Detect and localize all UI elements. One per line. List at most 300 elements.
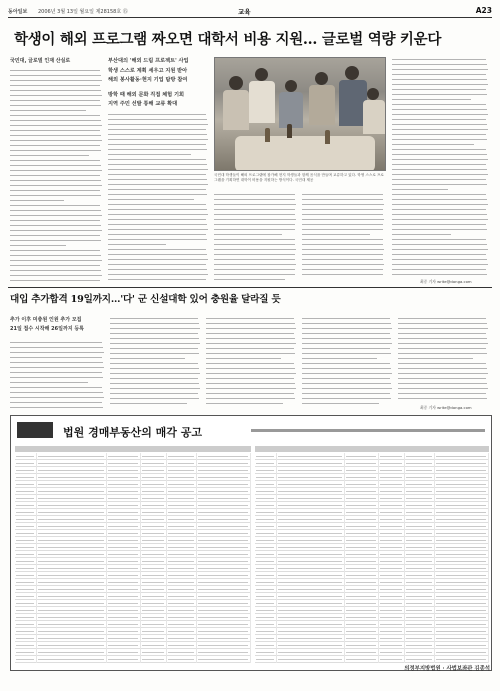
table-cell (435, 509, 489, 516)
table-row (15, 474, 251, 481)
table-cell (107, 628, 141, 635)
table-cell (379, 474, 405, 481)
table-cell (197, 530, 251, 537)
body-text-block (392, 57, 490, 277)
table-cell (379, 579, 405, 586)
table-cell (15, 516, 37, 523)
table-row (255, 537, 489, 544)
table-cell (37, 467, 107, 474)
table-cell (197, 516, 251, 523)
table-cell (37, 474, 107, 481)
table-cell (435, 544, 489, 551)
deck-line: 지역 주민 선발 통해 교류 확대 (108, 101, 178, 107)
table-cell (277, 488, 345, 495)
table-cell (277, 579, 345, 586)
table-cell (435, 600, 489, 607)
table-cell (345, 467, 379, 474)
secondary-headline: 대입 추가합격 19일까지…'다' 군 신설대학 있어 충원율 달라질 듯 (10, 294, 281, 305)
article1-deck (108, 57, 208, 110)
table-cell (255, 502, 277, 509)
table-cell (277, 642, 345, 649)
table-cell (37, 600, 107, 607)
table-cell (379, 495, 405, 502)
table-cell (255, 565, 277, 572)
table-cell (197, 467, 251, 474)
table-cell (345, 635, 379, 642)
table-cell (197, 537, 251, 544)
table-cell (107, 642, 141, 649)
table-cell (15, 530, 37, 537)
table-row (15, 635, 251, 642)
table-row (15, 649, 251, 656)
table-cell (405, 558, 435, 565)
table-cell (141, 649, 167, 656)
table-cell (379, 572, 405, 579)
table-row (255, 488, 489, 495)
table-cell (345, 649, 379, 656)
table-cell (255, 544, 277, 551)
table-cell (141, 558, 167, 565)
table-cell (15, 460, 37, 467)
table-cell (255, 649, 277, 656)
section-divider (8, 287, 492, 288)
table-cell (167, 593, 197, 600)
table-cell (197, 509, 251, 516)
table-cell (379, 614, 405, 621)
table-cell (435, 621, 489, 628)
table-cell (37, 509, 107, 516)
table-cell (141, 488, 167, 495)
table-cell (141, 621, 167, 628)
table-cell (107, 460, 141, 467)
table-cell (255, 530, 277, 537)
table-cell (405, 481, 435, 488)
table-cell (167, 453, 197, 460)
table-cell (107, 502, 141, 509)
text-line (110, 401, 202, 406)
text-line (108, 277, 210, 282)
table-cell (167, 516, 197, 523)
table-cell (197, 649, 251, 656)
table-cell (107, 600, 141, 607)
table-cell (15, 572, 37, 579)
table-cell (141, 474, 167, 481)
table-cell (345, 572, 379, 579)
article2-signoff: 최중 기자 write@donga.com (420, 405, 472, 410)
table-cell (107, 481, 141, 488)
table-cell (435, 579, 489, 586)
table-cell (197, 481, 251, 488)
table-cell (15, 635, 37, 642)
table-cell (15, 453, 37, 460)
table-cell (37, 572, 107, 579)
table-cell (435, 558, 489, 565)
table-cell (345, 544, 379, 551)
table-cell (379, 460, 405, 467)
table-cell (197, 495, 251, 502)
table-cell (15, 467, 37, 474)
table-cell (255, 586, 277, 593)
text-line (392, 272, 490, 277)
table-cell (435, 537, 489, 544)
table-cell (255, 551, 277, 558)
table-cell (379, 551, 405, 558)
table-cell (15, 551, 37, 558)
table-cell (167, 488, 197, 495)
table-cell (15, 481, 37, 488)
table-cell (345, 642, 379, 649)
table-cell (141, 579, 167, 586)
table-cell (345, 460, 379, 467)
table-cell (255, 656, 277, 663)
subhead-line: 추가 이후 미충원 인원 추가 모집 (10, 317, 82, 323)
table-cell (141, 460, 167, 467)
table-cell (255, 614, 277, 621)
text-line (398, 396, 490, 401)
table-cell (37, 642, 107, 649)
table-row (255, 474, 489, 481)
table-cell (435, 516, 489, 523)
table-cell (277, 474, 345, 481)
table-cell (197, 642, 251, 649)
body-text-block (398, 316, 490, 401)
table-cell (15, 656, 37, 663)
table-cell (107, 530, 141, 537)
table-row (255, 649, 489, 656)
table-cell (277, 544, 345, 551)
table-cell (15, 607, 37, 614)
table-cell (197, 656, 251, 663)
table-cell (277, 656, 345, 663)
table-row (15, 537, 251, 544)
table-cell (379, 628, 405, 635)
table-cell (37, 488, 107, 495)
table-cell (197, 460, 251, 467)
table-cell (435, 502, 489, 509)
table-cell (141, 481, 167, 488)
table-cell (15, 579, 37, 586)
table-cell (435, 474, 489, 481)
table-cell (107, 635, 141, 642)
table-cell (15, 621, 37, 628)
table-cell (37, 558, 107, 565)
table-cell (405, 474, 435, 481)
table-row (255, 565, 489, 572)
notice-table-header-left (15, 446, 251, 452)
table-cell (345, 579, 379, 586)
table-cell (405, 656, 435, 663)
body-text-block (214, 192, 298, 282)
table-cell (37, 502, 107, 509)
table-cell (37, 551, 107, 558)
table-cell (107, 572, 141, 579)
article1-column-5 (392, 57, 490, 278)
table-cell (141, 453, 167, 460)
table-cell (405, 537, 435, 544)
table-cell (141, 523, 167, 530)
article1-column-1 (10, 68, 104, 284)
table-cell (405, 607, 435, 614)
article2-column-2 (110, 316, 202, 410)
table-cell (277, 614, 345, 621)
table-cell (345, 502, 379, 509)
table-cell (435, 614, 489, 621)
table-row (255, 607, 489, 614)
table-cell (107, 579, 141, 586)
text-line (10, 405, 106, 410)
table-cell (255, 621, 277, 628)
table-cell (15, 600, 37, 607)
text-line (10, 278, 104, 283)
table-cell (435, 495, 489, 502)
table-row (255, 635, 489, 642)
table-cell (345, 593, 379, 600)
table-cell (379, 481, 405, 488)
table-cell (277, 523, 345, 530)
table-cell (345, 488, 379, 495)
table-cell (379, 467, 405, 474)
table-cell (15, 509, 37, 516)
table-row (255, 509, 489, 516)
table-cell (435, 607, 489, 614)
table-cell (167, 628, 197, 635)
table-row (255, 579, 489, 586)
table-cell (15, 628, 37, 635)
table-cell (345, 495, 379, 502)
table-cell (37, 614, 107, 621)
table-cell (141, 565, 167, 572)
table-row (15, 460, 251, 467)
table-cell (379, 635, 405, 642)
table-cell (405, 551, 435, 558)
table-cell (255, 495, 277, 502)
table-cell (167, 530, 197, 537)
table-row (255, 481, 489, 488)
table-cell (345, 551, 379, 558)
table-cell (167, 509, 197, 516)
body-text-block (10, 68, 104, 283)
table-row (15, 558, 251, 565)
table-cell (379, 523, 405, 530)
photo-caption: 국민대 학생들이 해외 프로그램에 참가해 현지 학생들과 함께 음식을 만들며 교류하고 있다. 학생 스스로 프로그램을 기획하면 대학이 비용을 지원하는 방식이다. 국민대 제공 (214, 173, 384, 182)
table-cell (107, 649, 141, 656)
table-cell (379, 516, 405, 523)
table-cell (379, 530, 405, 537)
table-cell (107, 614, 141, 621)
table-cell (255, 474, 277, 481)
table-cell (37, 586, 107, 593)
table-cell (277, 607, 345, 614)
table-row (15, 614, 251, 621)
table-cell (167, 460, 197, 467)
table-cell (435, 656, 489, 663)
table-cell (37, 537, 107, 544)
body-text-block (110, 316, 202, 406)
table-row (15, 628, 251, 635)
table-row (15, 502, 251, 509)
body-text-block (108, 112, 210, 282)
body-text-block (302, 192, 386, 277)
table-cell (435, 635, 489, 642)
table-cell (107, 453, 141, 460)
table-cell (435, 572, 489, 579)
table-cell (107, 607, 141, 614)
table-row (255, 642, 489, 649)
table-row (255, 656, 489, 663)
table-cell (15, 495, 37, 502)
table-cell (15, 502, 37, 509)
table-row (255, 516, 489, 523)
table-cell (345, 537, 379, 544)
table-row (15, 621, 251, 628)
table-cell (107, 558, 141, 565)
table-cell (15, 565, 37, 572)
table-cell (277, 460, 345, 467)
table-row (255, 614, 489, 621)
table-cell (141, 530, 167, 537)
deck-line: 학생 스스로 계획 세우고 지원 받아 (108, 67, 188, 74)
table-cell (197, 565, 251, 572)
article-byline: 국민대, 글로벌 인재 산실로 (10, 58, 71, 64)
table-cell (141, 516, 167, 523)
table-cell (255, 523, 277, 530)
table-cell (37, 656, 107, 663)
body-text-block (10, 340, 106, 410)
table-cell (141, 586, 167, 593)
table-row (255, 572, 489, 579)
table-cell (167, 537, 197, 544)
table-cell (277, 586, 345, 593)
table-cell (255, 509, 277, 516)
table-cell (141, 635, 167, 642)
table-cell (197, 551, 251, 558)
table-cell (405, 572, 435, 579)
article2-subheads (10, 316, 108, 334)
table-cell (197, 607, 251, 614)
table-cell (435, 565, 489, 572)
table-cell (255, 579, 277, 586)
table-row (15, 544, 251, 551)
table-cell (37, 635, 107, 642)
table-cell (345, 600, 379, 607)
article2-column-5 (398, 316, 490, 404)
table-cell (197, 628, 251, 635)
table-cell (141, 551, 167, 558)
table-cell (255, 600, 277, 607)
table-cell (107, 509, 141, 516)
table-cell (107, 551, 141, 558)
table-cell (107, 516, 141, 523)
body-text-block (302, 316, 394, 406)
text-line (302, 401, 394, 406)
table-row (15, 467, 251, 474)
table-cell (107, 523, 141, 530)
table-cell (107, 488, 141, 495)
table-cell (405, 467, 435, 474)
table-row (255, 467, 489, 474)
table-cell (107, 467, 141, 474)
table-cell (405, 495, 435, 502)
table-cell (197, 621, 251, 628)
table-row (255, 544, 489, 551)
table-cell (277, 628, 345, 635)
table-cell (435, 460, 489, 467)
table-cell (197, 593, 251, 600)
table-cell (37, 649, 107, 656)
text-line (206, 401, 298, 406)
table-cell (197, 488, 251, 495)
article2-column-4 (302, 316, 394, 410)
table-cell (167, 642, 197, 649)
notice-title-rule (251, 429, 485, 432)
table-cell (379, 558, 405, 565)
table-cell (405, 544, 435, 551)
table-cell (405, 621, 435, 628)
table-cell (197, 635, 251, 642)
notice-title: 법원 경매부동산의 매각 공고 (63, 426, 202, 439)
table-cell (345, 523, 379, 530)
table-cell (167, 558, 197, 565)
table-cell (277, 621, 345, 628)
table-cell (379, 656, 405, 663)
table-cell (167, 635, 197, 642)
table-row (15, 481, 251, 488)
table-cell (141, 502, 167, 509)
table-cell (345, 453, 379, 460)
table-row (15, 488, 251, 495)
table-cell (345, 481, 379, 488)
table-cell (435, 481, 489, 488)
table-cell (255, 516, 277, 523)
table-cell (277, 516, 345, 523)
table-cell (37, 530, 107, 537)
table-cell (37, 523, 107, 530)
table-cell (345, 558, 379, 565)
table-cell (141, 656, 167, 663)
table-cell (37, 593, 107, 600)
table-cell (277, 635, 345, 642)
table-cell (277, 467, 345, 474)
table-cell (255, 642, 277, 649)
table-cell (141, 537, 167, 544)
table-row (255, 586, 489, 593)
article-photo (214, 57, 386, 171)
table-cell (141, 607, 167, 614)
table-row (15, 607, 251, 614)
table-cell (15, 614, 37, 621)
table-cell (141, 628, 167, 635)
table-cell (167, 565, 197, 572)
table-cell (15, 649, 37, 656)
notice-title-bar (17, 422, 53, 438)
deck-line: 방학 때 해외 문화 직접 체험 기회 (108, 91, 184, 98)
text-line (302, 272, 386, 277)
table-cell (197, 544, 251, 551)
table-cell (107, 544, 141, 551)
table-cell (141, 642, 167, 649)
table-cell (405, 649, 435, 656)
table-cell (405, 516, 435, 523)
table-cell (405, 642, 435, 649)
table-cell (277, 509, 345, 516)
table-cell (141, 509, 167, 516)
table-cell (379, 649, 405, 656)
table-cell (15, 488, 37, 495)
table-cell (379, 453, 405, 460)
table-cell (255, 453, 277, 460)
table-cell (255, 467, 277, 474)
table-cell (107, 621, 141, 628)
